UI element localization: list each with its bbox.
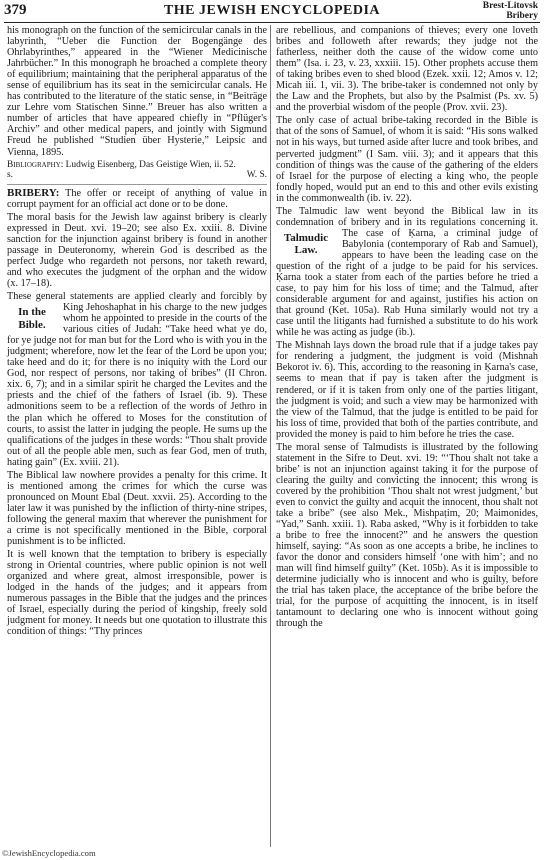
paragraph-talmudic-start: The Talmudic law went beyond the Biblical law in its condemnation of bribery and in its regulations concerning it. The case of Ḳarna, a xyxy=(276,205,538,239)
header-rule xyxy=(4,22,540,23)
running-head-line1: Brest-Litovsk xyxy=(482,1,538,11)
paragraph-oriental: It is well known that the temptation to bribery is especially strong in Oriental countries, where public opinion is not well organized and where great, almost irresponsible, power is lodged in the hands of the judges; and it appears from numerous passages in the Bible that the judges and the princes of Israel, especially during the period of kingship, freely sold judgment for money. It needs but one quotation to illustrate this condition of things: “Thy princes xyxy=(7,549,267,638)
paragraph-jehoshaphat xyxy=(7,291,267,468)
running-head xyxy=(483,1,538,21)
paragraph-talmudic-rest: criminal judge of Babylonia (contemporary of Rab and Samuel), appears to have been the leading case on the question of the right of a judge to be paid for his services. Ḳarna took a stater from each of the parties before he tried a case, to pay him for his loss of time; and the Talmud, after considerable argument for and against, justifies his action on that ground (Ket. 105a). Rab Huna similarly would not try a case until the litigants had furnished a substitute to do his work while he was acting as judge (ib.). xyxy=(276,227,539,339)
author-signature: W. S. xyxy=(246,170,267,181)
column-divider xyxy=(270,25,271,847)
page-header xyxy=(0,0,544,24)
bibliography-s: s. xyxy=(7,170,13,181)
paragraph-talmudic xyxy=(276,206,538,339)
sidenote-line1: Talmudic xyxy=(283,231,329,244)
paragraph-sifre: The moral sense of Talmudists is illustrated by the following statement in the Sifre to Deut. xvi. 19: “‘Thou shalt not take a bribe’ is not an injunction against taking it for the purpose of clearing the guilty and convicting the innocent; this wrong is covered by the prohibition ‘Thou shalt not wrest judgment,’ but even to convict the guilty and acquit the innocent, thou shalt not take a bribe” (see also Mek., Mishpaṭim, 20; Maimonides, “Yad,” Sanh. xxiii. 1). Raba asked, “Why is it forbidden to take a bribe to free the innocent?” and he answers the question himself, saying: “As soon as one accepts a bribe, he inclines to favor the donor and considers himself ‘one with him’; and no man will find himself guilty” (Ket. 105b). As it is impossible to determine judicially who is innocent and who is guilty, before the trial has taken place, the acceptance of the bribe before the trial, for the purpose of acquitting the innocent, is in itself tantamount to declaring one who is innocent without going through the xyxy=(276,441,538,630)
right-column xyxy=(276,25,538,630)
running-head-line2: Bribery xyxy=(506,11,538,21)
paragraph-penalty: The Biblical law nowhere provides a penalty for this crime. It is mentioned among the crimes for which the curse was pronounced on Mount Ebal (Deut. xxvii. 25). According to the later law it was punished by the infliction of thirty-nine stripes, following the general maxim that wherever the punishment for a crime is not specifically mentioned in the Bible, corporal punishment is to be inflicted. xyxy=(7,469,267,548)
entry-heading xyxy=(7,188,267,210)
sidenote-in-the-bible xyxy=(7,302,57,331)
entry-definition: The offer or receipt of anything of value in corrupt payment for an official act done or to be done. xyxy=(7,187,267,210)
page-number: 379 xyxy=(4,2,27,18)
paragraph-samuel: The only case of actual bribe-taking recorded in the Bible is that of the sons of Samuel, of whom it is said: “His sons walked not in his ways, but turned aside after lucre and took bribes, and perverted judgment” (I Sam. viii. 3); and it appears that this condition of things was the cause of the gathering of the elders of Israel for the purpose of electing a king who, the people fondly hoped, would put an end to this and other evils existing in the commonwealth (ib. iv. 22). xyxy=(276,115,538,204)
paragraph-jehoshaphat-start: These general statements are applied clearly and forcibly by King Jehoshaphat in his charge to the xyxy=(7,290,267,314)
bibliography-text: Ludwig Eisenberg, Das Geistige Wien, ii. 52. xyxy=(65,159,236,170)
sidenote-line2: Law. xyxy=(294,244,318,257)
entry-title: BRIBERY: xyxy=(7,186,60,199)
sidenote-line1: In the xyxy=(18,306,46,319)
bibliography xyxy=(7,160,267,181)
paragraph-monograph: his monograph on the function of the semicircular canals in the labyrinth, “Ueber die Function der Bogengänge des Ohrlabyrinthes,” appeared in the “Wiener Medicinische Jahrbücher.” In this monograph he broached a complete theory of equilibrium; maintaining that the peripheral apparatus of the sense of equilibrium has its seat in the semicircular canals. He has contributed to the literature of the static sense, in “Beiträge zur Lehre vom Statischen Sinne.” Breuer has also written a number of articles that have appeared chiefly in “Pflüger's Archiv” and other medical papers, and jointly with Sigmund Freud he published “Studien über Hysterie,” Leipsic and Vienna, 1895. xyxy=(7,25,267,158)
footer-credit: ©JewishEncyclopedia.com xyxy=(2,848,96,858)
sidenote-line2: Bible. xyxy=(18,318,46,331)
paragraph-prophets: are rebellious, and companions of thieves; every one loveth bribes and followeth after rewards; they judge not the fatherless, neither doth the cause of the widow come unto them” (Isa. i. 23, v. 23, xxxiii. 15). Other prophets accuse them of taking bribes even to shed blood (Ezek. xxii. 12; Amos v. 12; Micah iii. 1, vii. 3). The bribe-taker is condemned not only by the Law and the Prophets, but also by the Psalmist (Ps. xv. 5) and the proverbial wisdom of the people (Prov. xvii. 23). xyxy=(276,25,538,114)
paragraph-moral-basis: The moral basis for the Jewish law against bribery is clearly expressed in Deut. xvi. 19–20; see also Ex. xxiii. 8. Divine sanction for the injunction against bribery is found in another passage in Deuteronomy, wherein God is described as the perfect Judge who regardeth not persons, nor taketh reward, and who executes the judgment of the orphan and the widow (x. 17–18). xyxy=(7,211,267,289)
paragraph-mishnah: The Mishnah lays down the broad rule that if a judge takes pay for rendering a judgment, the judgment is void (Mishnah Bekorot iv. 6). This, according to the reasoning in Ḳarna's case, seems to mean that if pay is taken after the judgment is rendered, or if it is taken from only one of the parties litigant, the judgment is void; and such a view may be harmonized with the view of the Talmud, that the judge is entitled to be paid for his loss of time, provided that both of the parties contribute, and provided the money is paid to him before he tries the case. xyxy=(276,340,538,440)
article-separator xyxy=(7,184,267,185)
journal-title: THE JEWISH ENCYCLOPEDIA xyxy=(163,3,381,18)
sidenote-talmudic-law xyxy=(276,228,336,257)
left-column xyxy=(7,25,267,637)
paragraph-jehoshaphat-rest: new judges whom he appointed to preside in the courts of the various cities of Judah: “Take heed what ye do, for ye judge not for man but for the Lord who is with you in the judgment; wherefore, now let the fear of the Lord be upon you; take heed and do it; for there is no iniquity with the Lord our God, nor respect of persons, nor taking of bribes” (II Chron. xix. 6, 7); and in a similar spirit he charged the Levites and the priests and the chief of the fathers of Israel (ib. 9). These admonitions seem to be a reflection of the words of Jethro in the plan which he offered to Moses for the constitution of courts, to assist the latter in judging the people. He sums up the qualifications of the judges in these words: “Thou shalt provide out of all the people able men, such as fear God, men of truth, hating gain” (Ex. xviii. 21). xyxy=(7,302,268,468)
bibliography-label: Bibliography: xyxy=(7,159,64,170)
